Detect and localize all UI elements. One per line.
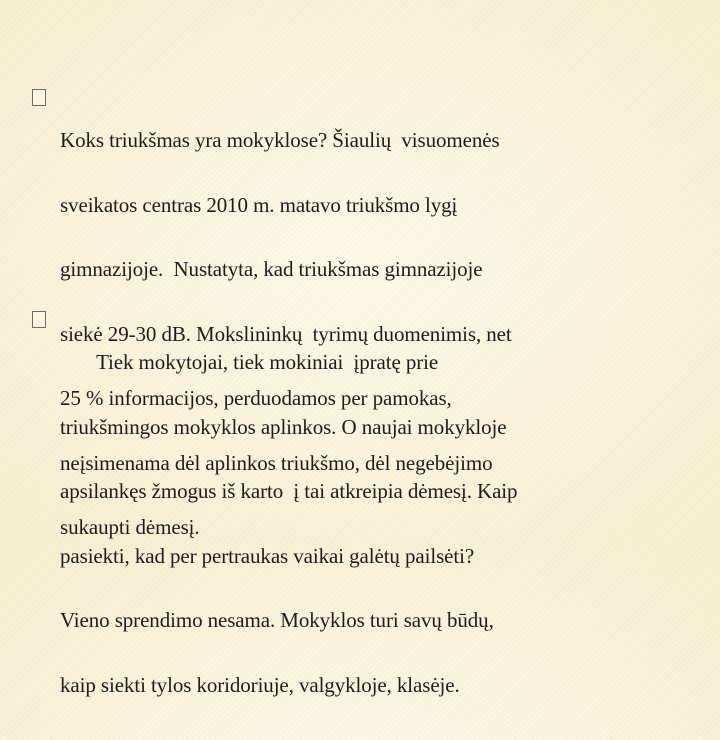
text-line: sukaupti dėmesį. bbox=[60, 515, 200, 539]
text-line: sveikatos centras 2010 m. matavo triukšmo lygį bbox=[60, 192, 458, 217]
missing-glyph-box-icon bbox=[32, 311, 46, 328]
text-line: Koks triukšmas yra mokyklose? Šiaulių visuomenės bbox=[60, 128, 500, 152]
text-line: kaip siekti tylos koridoriuje, valgykloje, klasėje. bbox=[60, 672, 460, 697]
text-line: neįsimenama dėl aplinkos triukšmo, dėl negebėjimo bbox=[60, 450, 493, 475]
bullet-text bbox=[60, 309, 692, 739]
text-line: pasiekti, kad per pertraukas vaikai galėtų pailsėti? bbox=[60, 543, 475, 568]
text-line: gimnazijoje. Nustatyta, kad triukšmas gimnazijoje bbox=[60, 257, 483, 281]
text-line: Vieno sprendimo nesama. Mokyklos turi savų būdų, bbox=[60, 608, 494, 632]
text-line: triukšmingos mokyklos aplinkos. O naujai mokykloje bbox=[60, 414, 507, 439]
bullet-item-2 bbox=[32, 309, 692, 739]
text-line: apsilankęs žmogus iš karto į tai atkreipia dėmesį. Kaip bbox=[60, 479, 518, 503]
text-line: Tiek mokytojai, tiek mokiniai įpratę prie bbox=[60, 350, 439, 374]
text-line: siekė 29-30 dB. Mokslininkų tyrimų duomenimis, net bbox=[60, 321, 512, 346]
missing-glyph-box-icon bbox=[32, 89, 46, 106]
text-line: 25 % informacijos, perduodamos per pamokas, bbox=[60, 386, 452, 410]
bullet-row bbox=[32, 309, 692, 739]
